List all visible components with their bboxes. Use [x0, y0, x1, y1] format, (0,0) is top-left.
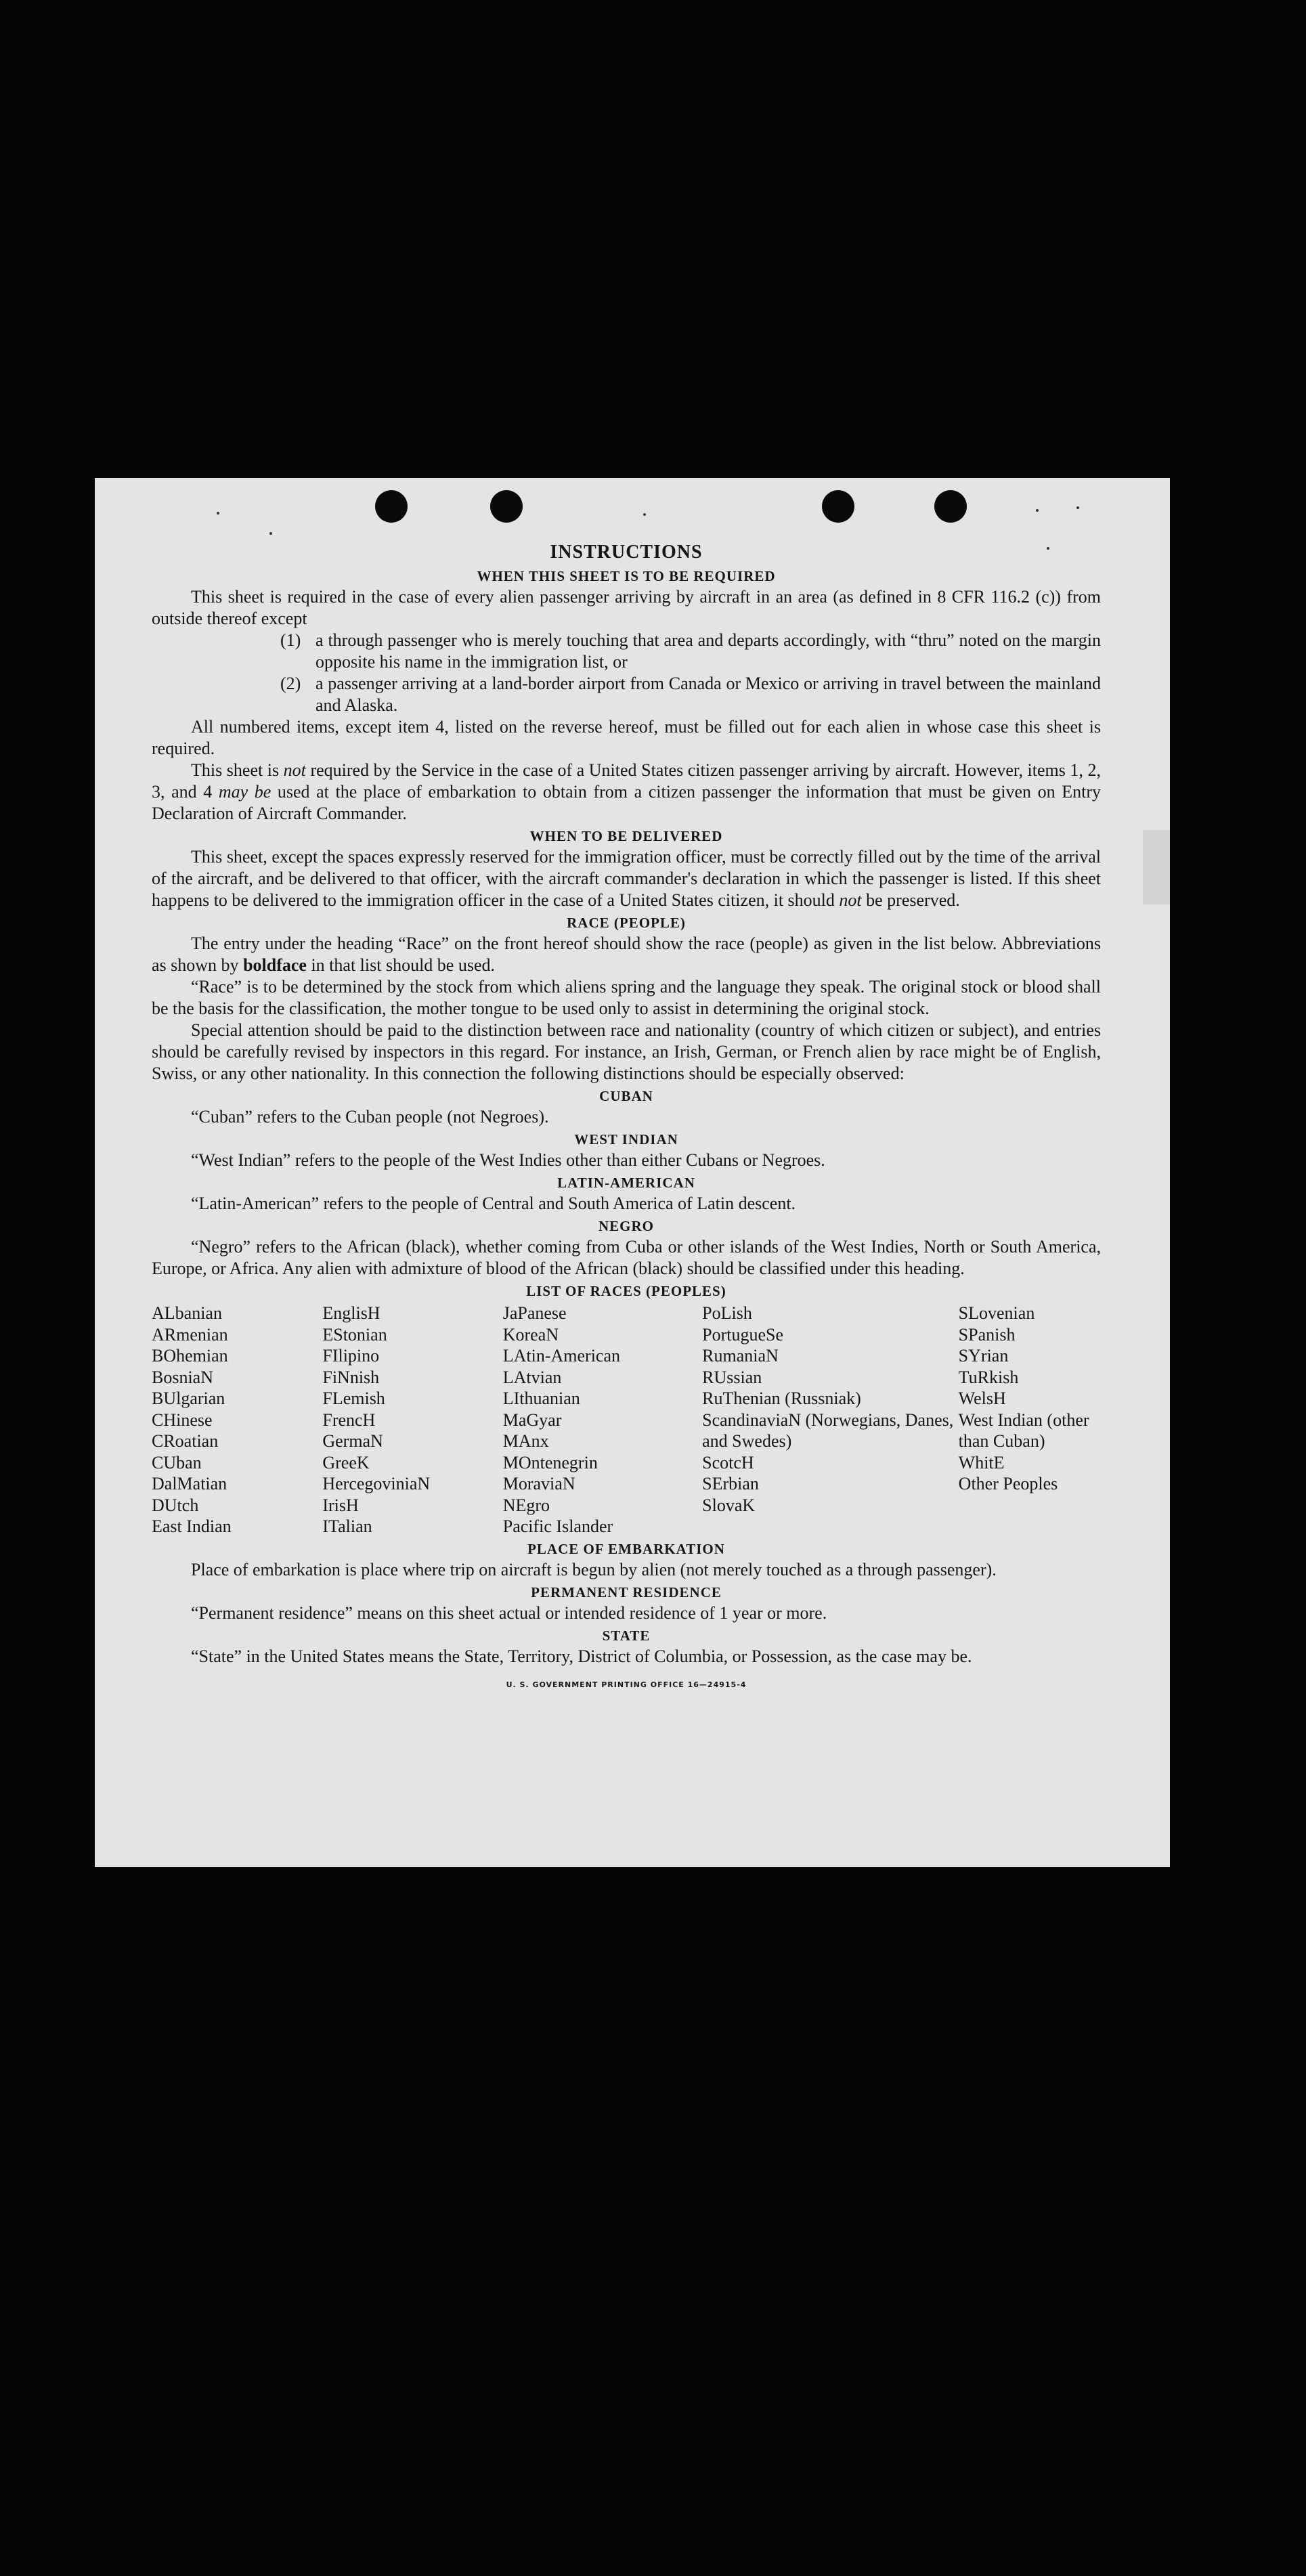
paragraph: “Cuban” refers to the Cuban people (not Negroes).	[191, 1107, 549, 1127]
italic-text: not	[283, 760, 306, 780]
race-entry: CUban	[152, 1452, 202, 1472]
race-entry: ScandinaviaN (Norwegians, Danes, and Swedes)	[702, 1410, 954, 1451]
section-heading: STATE	[602, 1627, 651, 1644]
section-heading: WEST INDIAN	[574, 1131, 678, 1148]
race-entry: SYrian	[958, 1346, 1009, 1366]
section-heading: RACE (PEOPLE)	[567, 915, 686, 931]
race-entry: SErbian	[702, 1474, 759, 1493]
race-entry: TuRkish	[958, 1367, 1019, 1387]
race-entry: Other Peoples	[958, 1474, 1058, 1493]
races-column	[702, 1303, 959, 1537]
speck	[217, 512, 219, 515]
list-item	[280, 673, 1101, 716]
race-entry: RumaniaN	[702, 1346, 779, 1366]
text-run: This sheet is	[191, 760, 284, 780]
race-entry: LIthuanian	[502, 1389, 580, 1408]
printer-imprint: U. S. GOVERNMENT PRINTING OFFICE 16—24915-4	[506, 1680, 747, 1689]
speck	[643, 513, 646, 516]
speck	[1047, 547, 1049, 550]
text-run: required by the Service in the case of a United States citizen passenger arriving by aircraft. However, items 1, 2, 3, and 4	[152, 760, 1101, 802]
page-title: INSTRUCTIONS	[550, 542, 703, 563]
race-entry: MOntenegrin	[502, 1452, 598, 1472]
races-column	[152, 1303, 322, 1537]
race-entry: HercegoviniaN	[322, 1474, 431, 1493]
text-run: used at the place of embarkation to obtain from a citizen passenger the information that must be given on Entry Declaration of Aircraft Commander.	[152, 782, 1101, 823]
item-number: (2)	[280, 674, 301, 693]
race-entry: KoreaN	[502, 1324, 559, 1345]
race-entry: RuThenian (Russniak)	[702, 1389, 861, 1408]
race-entry: MoraviaN	[502, 1474, 575, 1493]
speck	[1036, 509, 1039, 512]
race-entry: RUssian	[702, 1367, 762, 1387]
text-run: The entry under the heading “Race” on the front hereof should show the race (people) as given in the list below. Abbreviations as shown by	[152, 934, 1101, 975]
punch-hole	[490, 490, 523, 523]
race-entry: BOhemian	[152, 1346, 228, 1366]
speck	[1076, 506, 1079, 509]
races-column	[503, 1303, 702, 1537]
paragraph: “Permanent residence” means on this sheet actual or intended residence of 1 year or more.	[191, 1602, 827, 1623]
race-entry: West Indian (other than Cuban)	[958, 1410, 1089, 1451]
race-entry: FiNnish	[322, 1367, 380, 1387]
instruction-sheet	[95, 478, 1170, 1867]
race-entry: Pacific Islander	[502, 1516, 613, 1536]
race-entry: MaGyar	[502, 1410, 562, 1430]
race-entry: ALbanian	[152, 1303, 222, 1323]
race-entry: East Indian	[152, 1516, 232, 1536]
race-entry: MAnx	[502, 1431, 549, 1451]
race-entry: ARmenian	[152, 1324, 228, 1345]
race-entry: LAtin-American	[502, 1346, 620, 1366]
punch-hole	[934, 490, 967, 523]
punch-hole	[822, 490, 854, 523]
race-entry: LAtvian	[502, 1367, 562, 1387]
races-table	[152, 1303, 1101, 1537]
race-entry: CHinese	[152, 1410, 213, 1430]
paragraph: “West Indian” refers to the people of the West Indies other than either Cubans or Negroes.	[191, 1150, 825, 1170]
race-entry: JaPanese	[502, 1303, 567, 1323]
punch-hole	[375, 490, 408, 523]
paragraph	[152, 846, 1101, 911]
paragraph: “State” in the United States means the State, Territory, District of Columbia, or Possession, as the case may be.	[191, 1646, 972, 1666]
race-entry: CRoatian	[152, 1431, 219, 1451]
speck	[269, 532, 272, 535]
race-entry: FLemish	[322, 1389, 385, 1408]
text-run: be preserved.	[861, 890, 960, 910]
race-entry: DUtch	[152, 1495, 199, 1515]
race-entry: EStonian	[322, 1324, 387, 1345]
race-entry: ITalian	[322, 1516, 372, 1536]
italic-text: not	[839, 890, 862, 910]
paragraph: “Latin-American” refers to the people of Central and South America of Latin descent.	[191, 1194, 796, 1213]
scan-glare	[1143, 830, 1170, 904]
paragraph: All numbered items, except item 4, listed on the reverse hereof, must be filled out for each alien in whose case this sheet is required.	[152, 717, 1101, 758]
race-entry: NEgro	[502, 1495, 550, 1515]
race-entry: IrisH	[322, 1495, 359, 1515]
section-heading: WHEN THIS SHEET IS TO BE REQUIRED	[477, 568, 776, 584]
section-heading: WHEN TO BE DELIVERED	[529, 828, 723, 844]
paragraph: “Negro” refers to the African (black), whether coming from Cuba or other islands of the West Indies, North or South America, Europe, or Africa. Any alien with admixture of blood of the African (black) should be classified under this heading.	[152, 1237, 1101, 1278]
races-column	[959, 1303, 1101, 1537]
paragraph	[152, 933, 1101, 976]
paragraph: “Race” is to be determined by the stock from which aliens spring and the language they speak. The original stock or blood shall be the basis for the classification, the mother tongue to be used only to assist in determining the original stock.	[152, 977, 1101, 1018]
section-heading: PERMANENT RESIDENCE	[531, 1584, 722, 1600]
race-entry: GermaN	[322, 1431, 383, 1451]
race-entry: PortugueSe	[702, 1324, 784, 1345]
item-number: (1)	[280, 630, 301, 650]
race-entry: SlovaK	[702, 1495, 756, 1515]
paragraph: Place of embarkation is place where trip on aircraft is begun by alien (not merely touched as a through passenger).	[191, 1559, 997, 1579]
paragraph: Special attention should be paid to the distinction between race and nationality (country of which citizen or subject), and entries should be carefully revised by inspectors in this regard. For instance, an Irish, German, or French alien by race might be of English, Swiss, or any other nationality. In this connection the following distinctions should be especially observed:	[152, 1020, 1101, 1083]
bold-text: boldface	[243, 955, 307, 975]
text-run: This sheet, except the spaces expressly reserved for the immigration officer, must be correctly filled out by the time of the arrival of the aircraft, and be delivered to that officer, with the aircraft commander's declaration in which the passenger is listed. If this sheet happens to be delivered to the immigration officer in the case of a United States citizen, it should	[152, 847, 1101, 910]
race-entry: WelsH	[958, 1389, 1006, 1408]
race-entry: GreeK	[322, 1452, 370, 1472]
section-heading: LIST OF RACES (PEOPLES)	[526, 1283, 726, 1299]
paragraph: This sheet is required in the case of every alien passenger arriving by aircraft in an area (as defined in 8 CFR 116.2 (c)) from outside thereof except	[152, 587, 1101, 628]
race-entry: WhitE	[958, 1452, 1005, 1472]
paragraph	[152, 760, 1101, 825]
text-run: in that list should be used.	[306, 955, 495, 975]
race-entry: DalMatian	[152, 1474, 227, 1493]
race-entry: BUlgarian	[152, 1389, 225, 1408]
item-text: a through passenger who is merely touching that area and departs accordingly, with “thru” noted on the margin opposite his name in the immigration list, or	[315, 630, 1101, 672]
section-heading: NEGRO	[598, 1218, 654, 1234]
race-entry: ScotcH	[702, 1452, 754, 1472]
race-entry: FrencH	[322, 1410, 376, 1430]
race-entry: FIlipino	[322, 1346, 380, 1366]
race-entry: PoLish	[702, 1303, 752, 1323]
section-heading: CUBAN	[599, 1088, 653, 1104]
section-heading: LATIN-AMERICAN	[557, 1175, 695, 1191]
race-entry: SPanish	[958, 1324, 1016, 1345]
races-column	[322, 1303, 502, 1537]
race-entry: SLovenian	[958, 1303, 1035, 1323]
race-entry: EnglisH	[322, 1303, 380, 1323]
item-text: a passenger arriving at a land-border airport from Canada or Mexico or arriving in travel between the mainland and Alaska.	[315, 674, 1101, 715]
italic-text: may be	[218, 782, 271, 802]
race-entry: BosniaN	[152, 1367, 213, 1387]
section-heading: PLACE OF EMBARKATION	[527, 1540, 725, 1557]
list-item	[280, 630, 1101, 673]
